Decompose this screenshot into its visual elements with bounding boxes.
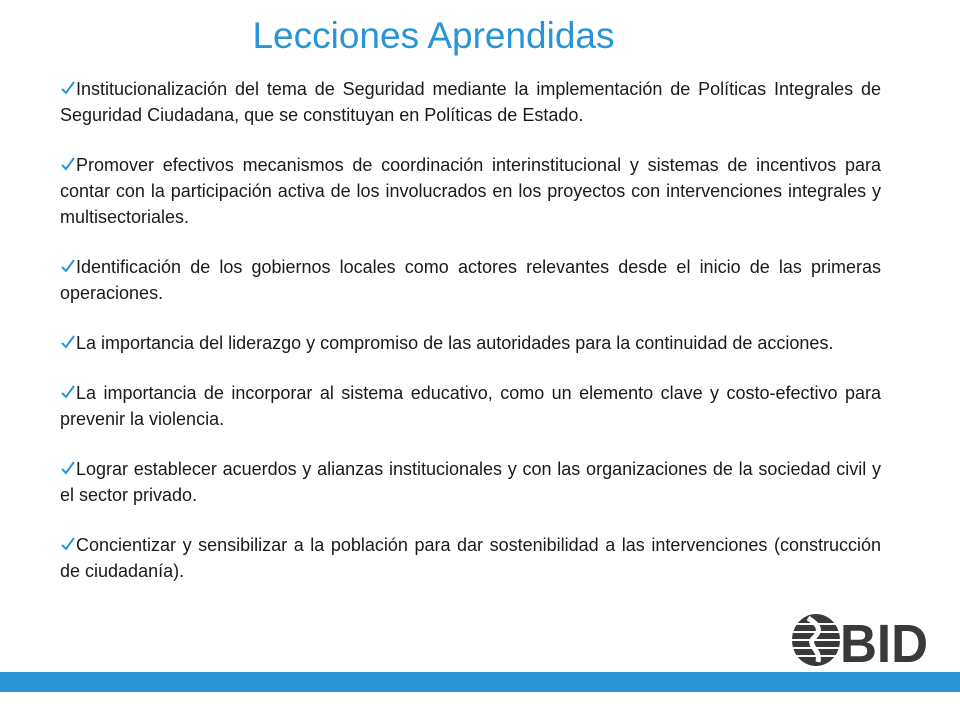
check-icon — [60, 535, 76, 553]
check-icon — [60, 257, 76, 275]
bullet-item — [60, 380, 881, 432]
bullet-text: Institucionalización del tema de Seguridad mediante la implementación de Políticas Integrales de Seguridad Ciudadana, que se constituyan en Políticas de Estado. — [60, 79, 881, 125]
bullet-item — [60, 456, 881, 508]
slide-title: Lecciones Aprendidas — [252, 15, 615, 56]
bottom-accent-bar — [0, 672, 960, 692]
bullet-item — [60, 330, 881, 356]
logo-text: BID — [840, 614, 928, 668]
bullet-text: Concientizar y sensibilizar a la población para dar sostenibilidad a las intervenciones (construcción de ciudadanía). — [60, 535, 881, 581]
bullet-item — [60, 152, 881, 230]
bullet-item — [60, 254, 881, 306]
bullet-text: Promover efectivos mecanismos de coordinación interinstitucional y sistemas de incentivos para contar con la participación activa de los involucrados en los proyectos con intervenciones integrales y multisectoriales. — [60, 155, 881, 227]
bullet-text: Identificación de los gobiernos locales como actores relevantes desde el inicio de las primeras operaciones. — [60, 257, 881, 303]
bullet-text: La importancia de incorporar al sistema educativo, como un elemento clave y costo-efectivo para prevenir la violencia. — [60, 383, 881, 429]
bullet-list — [60, 76, 881, 608]
bullet-text: La importancia del liderazgo y compromiso de las autoridades para la continuidad de acciones. — [76, 333, 834, 353]
check-icon — [60, 459, 76, 477]
bid-globe-icon — [792, 614, 840, 666]
check-icon — [60, 383, 76, 401]
bullet-text: Lograr establecer acuerdos y alianzas institucionales y con las organizaciones de la sociedad civil y el sector privado. — [60, 459, 881, 505]
bid-logo — [790, 612, 930, 668]
check-icon — [60, 333, 76, 351]
check-icon — [60, 155, 76, 173]
bullet-item — [60, 532, 881, 584]
check-icon — [60, 79, 76, 97]
bullet-item — [60, 76, 881, 128]
